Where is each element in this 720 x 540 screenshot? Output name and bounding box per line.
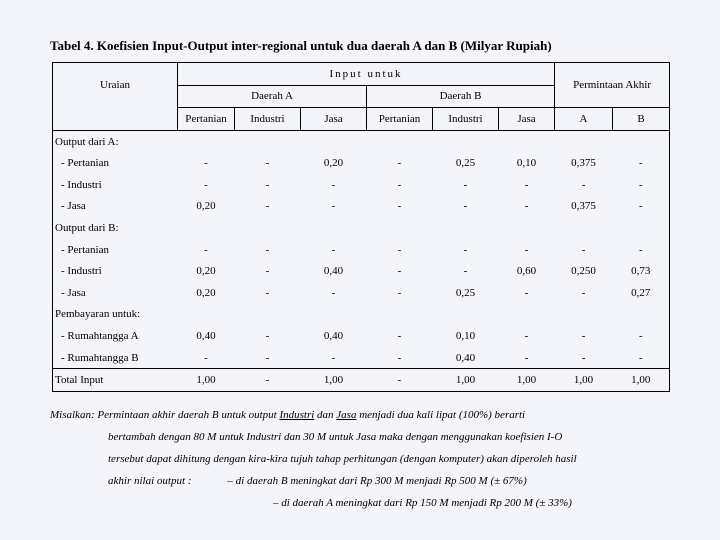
cell-value: 1,00 — [555, 369, 613, 392]
row-label: - Jasa — [53, 196, 178, 218]
cell-value: - — [581, 178, 586, 191]
cell-value: - — [463, 178, 468, 191]
cell-value: - — [463, 243, 468, 256]
input-untuk-header: Input untuk — [178, 63, 555, 86]
cell-value: 1,00 — [433, 369, 499, 392]
cell-value: 0,25 — [455, 157, 476, 170]
cell-value: 0,10 — [455, 329, 476, 342]
cell-value: - — [397, 329, 402, 342]
table-row — [53, 174, 670, 196]
cell-value: 0,20 — [323, 157, 344, 170]
cell-value: - — [463, 265, 468, 278]
note-text: dan — [314, 409, 337, 421]
row-label: - Pertanian — [53, 239, 178, 261]
cell-value: - — [613, 239, 670, 261]
cell-value: 0,40 — [196, 329, 216, 342]
cell-value: 0,40 — [323, 265, 344, 278]
cell-value: - — [331, 200, 336, 213]
col-header: Industri — [433, 108, 499, 131]
row-label: - Pertanian — [53, 152, 178, 174]
cell-value: 0,73 — [613, 260, 670, 282]
cell-value: - — [331, 286, 336, 299]
cell-value: - — [367, 369, 433, 392]
daerah-b-header: Daerah B — [367, 85, 555, 108]
note-jasa: Jasa — [336, 409, 357, 421]
cell-value: - — [613, 152, 670, 174]
cell-value: - — [265, 157, 270, 170]
cell-value: - — [613, 174, 670, 196]
col-header: B — [613, 108, 670, 131]
table-row — [53, 260, 670, 282]
cell-value: - — [265, 243, 270, 256]
table-row — [53, 282, 670, 304]
row-label: Total Input — [53, 369, 178, 392]
cell-value: - — [397, 200, 402, 213]
row-label: - Rumahtangga A — [53, 325, 178, 347]
section-label: Output dari B: — [53, 217, 178, 239]
note-line: akhir nilai output : — [108, 475, 192, 487]
cell-value: - — [524, 286, 529, 299]
io-coefficient-table — [52, 62, 670, 392]
cell-value: 0,60 — [516, 265, 537, 278]
table-row — [53, 369, 670, 392]
cell-value: - — [397, 286, 402, 299]
cell-value: - — [524, 178, 529, 191]
cell-value: - — [581, 286, 586, 299]
cell-value: 1,00 — [613, 369, 670, 392]
permintaan-akhir-header: Permintaan Akhir — [555, 63, 670, 108]
cell-value: - — [581, 243, 586, 256]
table-row — [53, 325, 670, 347]
col-header: Jasa — [301, 108, 367, 131]
row-label: - Jasa — [53, 282, 178, 304]
cell-value: 1,00 — [301, 369, 367, 392]
cell-value: - — [524, 351, 529, 364]
cell-value: - — [581, 351, 586, 364]
col-header: Jasa — [499, 108, 555, 131]
note-line: bertambah dengan 80 M untuk Industri dan 30 M untuk Jasa maka dengan menggunakan koefisien I-O — [108, 431, 563, 443]
cell-value: - — [265, 265, 270, 278]
cell-value: - — [581, 329, 586, 342]
cell-value: - — [265, 351, 270, 364]
cell-value: - — [331, 243, 336, 256]
table-row — [53, 196, 670, 218]
cell-value: 0,27 — [613, 282, 670, 304]
cell-value: 0,20 — [196, 200, 216, 213]
table-row — [53, 347, 670, 369]
cell-value: 0,20 — [196, 265, 216, 278]
note-text: menjadi dua kali lipat (100%) berarti — [356, 409, 526, 421]
note-line: – di daerah B meningkat dari Rp 300 M menjadi Rp 500 M (± 67%) — [227, 475, 527, 487]
cell-value: - — [265, 329, 270, 342]
row-label: - Industri — [53, 260, 178, 282]
cell-value: 0,10 — [516, 157, 537, 170]
cell-value: - — [331, 351, 336, 364]
table-title: Tabel 4. Koefisien Input-Output inter-regional untuk dua daerah A dan B (Milyar Rupiah) — [50, 38, 552, 53]
cell-value: 1,00 — [178, 369, 235, 392]
cell-value: - — [613, 347, 670, 369]
cell-value: - — [397, 178, 402, 191]
cell-value: - — [265, 286, 270, 299]
uraian-header: Uraian — [53, 63, 178, 108]
cell-value: 0,25 — [455, 286, 476, 299]
cell-value: - — [613, 196, 670, 218]
cell-value: - — [397, 351, 402, 364]
col-header: Industri — [235, 108, 301, 131]
cell-value: 1,00 — [499, 369, 555, 392]
cell-value: - — [204, 243, 208, 256]
cell-value: - — [204, 351, 208, 364]
row-label: - Rumahtangga B — [53, 347, 178, 369]
cell-value: - — [265, 200, 270, 213]
cell-value: - — [397, 157, 402, 170]
explanatory-note — [50, 404, 680, 514]
note-industri: Industri — [279, 409, 315, 421]
cell-value: - — [463, 200, 468, 213]
note-text: Misalkan: Permintaan akhir daerah B untuk output — [50, 409, 280, 421]
cell-value: - — [524, 200, 529, 213]
table-row — [53, 239, 670, 261]
col-header: A — [555, 108, 613, 131]
cell-value: - — [524, 243, 529, 256]
row-label: - Industri — [53, 174, 178, 196]
cell-value: 0,20 — [196, 286, 216, 299]
cell-value: - — [397, 265, 402, 278]
cell-value: - — [331, 178, 336, 191]
cell-value: 0,40 — [323, 329, 344, 342]
cell-value: - — [397, 243, 402, 256]
cell-value: - — [524, 329, 529, 342]
section-label: Pembayaran untuk: — [53, 304, 178, 326]
cell-value: - — [235, 369, 301, 392]
cell-value: 0,375 — [571, 200, 596, 213]
col-header: Pertanian — [178, 108, 235, 131]
cell-value: - — [204, 178, 208, 191]
table-row — [53, 152, 670, 174]
note-line: tersebut dapat dihitung dengan kira-kira tujuh tahap perhitungan (dengan komputer) akan diperoleh hasil — [108, 453, 577, 465]
cell-value: - — [204, 157, 208, 170]
cell-value: 0,375 — [571, 157, 596, 170]
section-label: Output dari A: — [53, 130, 178, 152]
daerah-a-header: Daerah A — [178, 85, 367, 108]
cell-value: - — [613, 325, 670, 347]
cell-value: - — [265, 178, 270, 191]
col-header: Pertanian — [367, 108, 433, 131]
cell-value: 0,250 — [571, 265, 596, 278]
cell-value: 0,40 — [455, 351, 476, 364]
note-line: – di daerah A meningkat dari Rp 150 M menjadi Rp 200 M (± 33%) — [273, 497, 572, 509]
